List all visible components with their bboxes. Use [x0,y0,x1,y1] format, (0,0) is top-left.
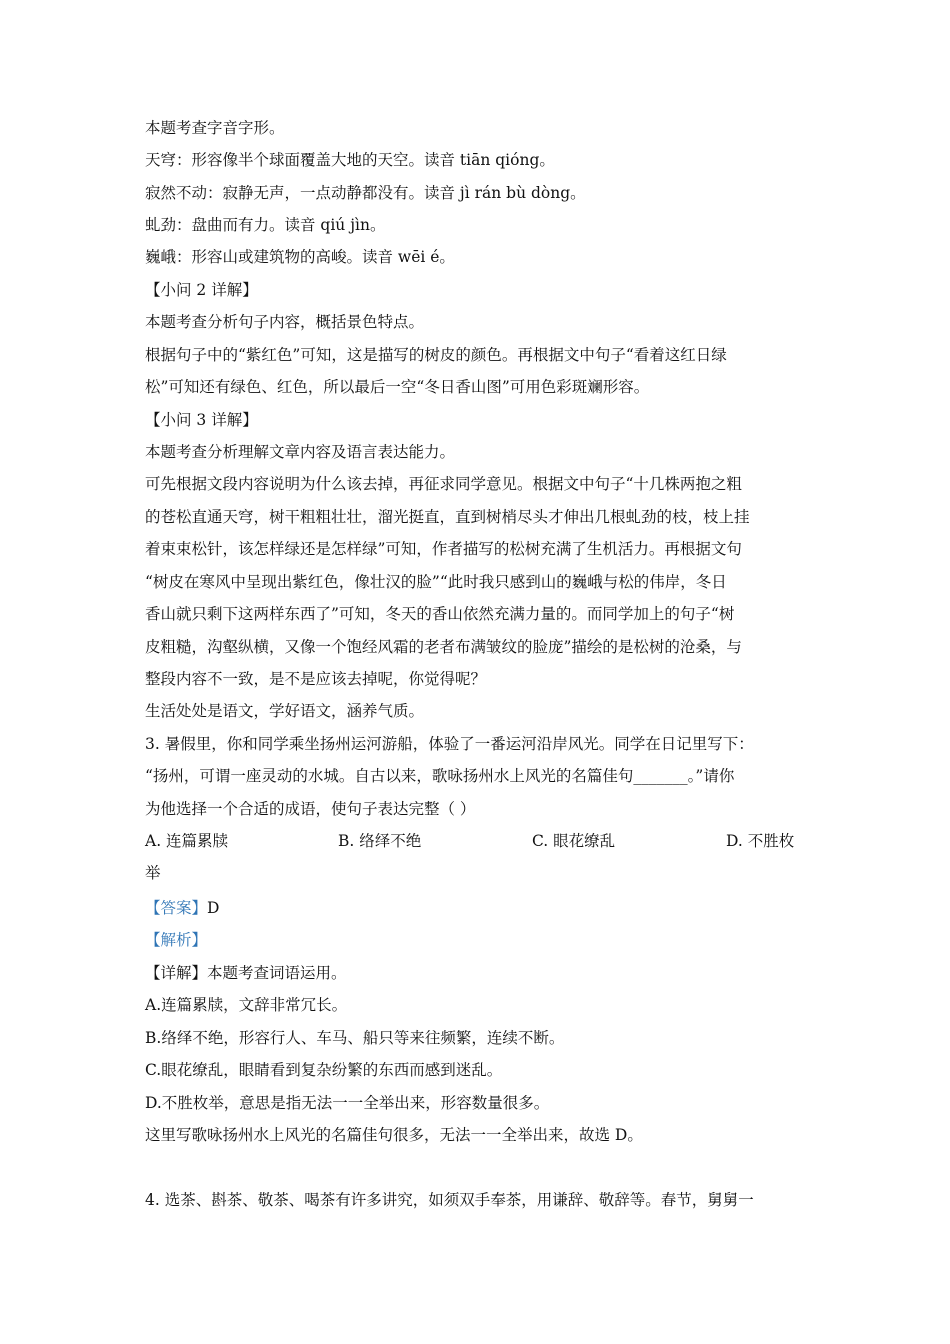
answer-value: D [207,899,220,917]
option-b: B. 络绎不绝 [338,832,422,850]
question-line: “扬州，可谓一座灵动的水城。自古以来，歌咏扬州水上风光的名篇佳句_______。”请你 [145,767,735,785]
text-line: 本题考查分析理解文章内容及语言表达能力。 [145,443,456,461]
text-line: “树皮在寒风中呈现出紫红色，像壮汉的脸”“此时我只感到山的巍峨与松的伟岸，冬日 [145,573,727,591]
section-heading: 【小问 2 详解】 [145,281,258,299]
answer-line [145,897,808,919]
question-line: 为他选择一个合适的成语，使句子表达完整（ ） [145,800,476,818]
text-line: 本题考查分析句子内容，概括景色特点。 [145,313,425,331]
analysis-line [145,929,808,951]
text-line: 寂然不动：寂静无声，一点动静都没有。读音 jì rán bù dòng。 [145,184,586,202]
option-d-continued: 举 [145,864,161,882]
detail-line: A.连篇累牍，文辞非常冗长。 [145,996,348,1014]
detail-line: C.眼花缭乱，眼睛看到复杂纷繁的东西而感到迷乱。 [145,1061,503,1079]
analysis-label: 【解析】 [145,931,208,949]
detail-line: 这里写歌咏扬州水上风光的名篇佳句很多，无法一一全举出来，故选 D。 [145,1126,643,1144]
detail-line: 【详解】本题考查词语运用。 [145,964,347,982]
detail-line: B.络绎不绝，形容行人、车马、船只等来往频繁，连续不断。 [145,1029,565,1047]
text-line: 天穹：形容像半个球面覆盖大地的天空。读音 tiān qióng。 [145,151,555,169]
text-line: 着束束松针，该怎样绿还是怎样绿”可知，作者描写的松树充满了生机活力。再根据文句 [145,540,742,558]
text-line: 皮粗糙，沟壑纵横，又像一个饱经风霜的老者布满皱纹的脸庞”描绘的是松树的沧桑，与 [145,638,742,656]
text-line: 松”可知还有绿色、红色，所以最后一空“冬日香山图”可用色彩斑斓形容。 [145,378,650,396]
text-line: 的苍松直通天穹，树干粗粗壮壮，溜光挺直，直到树梢尽头才伸出几根虬劲的枝，枝上挂 [145,508,750,526]
option-d: D. 不胜枚 [726,832,795,850]
text-line: 虬劲：盘曲而有力。读音 qiú jìn。 [145,216,386,234]
text-line: 巍峨：形容山或建筑物的高峻。读音 wēi é。 [145,248,455,266]
option-a: A. 连篇累牍 [145,832,229,850]
section-heading: 【小问 3 详解】 [145,411,258,429]
answer-label: 【答案】 [145,899,208,917]
question-line: 3. 暑假里，你和同学乘坐扬州运河游船，体验了一番运河沿岸风光。同学在日记里写下： [145,735,754,753]
text-line: 本题考查字音字形。 [145,119,285,137]
option-c: C. 眼花缭乱 [532,832,616,850]
text-line: 香山就只剩下这两样东西了”可知，冬天的香山依然充满力量的。而同学加上的句子“树 [145,605,735,623]
text-line: 生活处处是语文，学好语文，涵养气质。 [145,702,425,720]
text-line: 根据句子中的“紫红色”可知，这是描写的树皮的颜色。再根据文中句子“看着这红日绿 [145,346,727,364]
detail-line: D.不胜枚举，意思是指无法一一全举出来，形容数量很多。 [145,1094,550,1112]
question-4-line: 4. 选茶、斟茶、敬茶、喝茶有许多讲究，如须双手奉茶，用谦辞、敬辞等。春节，舅舅一 [145,1191,754,1209]
text-line: 可先根据文段内容说明为什么该去掉，再征求同学意见。根据文中句子“十几株两抱之粗 [145,475,742,493]
text-line: 整段内容不一致，是不是应该去掉呢，你觉得呢？ [145,670,487,688]
